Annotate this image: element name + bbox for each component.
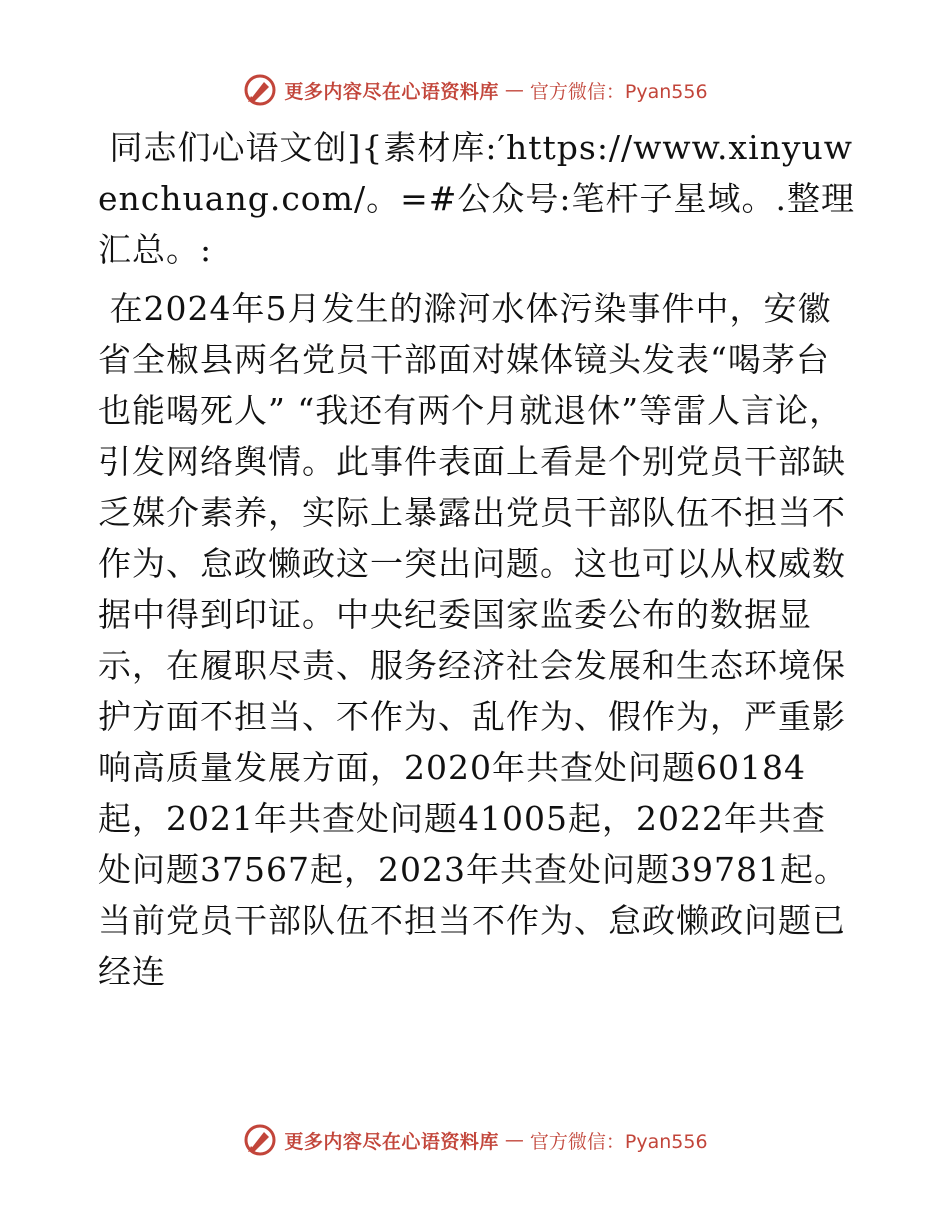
header-banner: [0, 70, 950, 110]
document-body: [98, 122, 858, 997]
footer-banner-separator: —: [504, 1129, 524, 1151]
pen-nib-logo-icon: [242, 72, 278, 108]
footer-banner-text: 更多内容尽在心语资料库: [284, 1130, 499, 1153]
header-banner-separator: —: [504, 79, 524, 101]
intro-paragraph: 同志们心语文创]{素材库:′https://www.xinyuwenchuang.com/。=#公众号:笔杆子星域。.整理汇总。:: [98, 128, 855, 269]
main-paragraph: 在2024年5月发生的滁河水体污染事件中，安徽省全椒县两名党员干部面对媒体镜头发表“喝茅台也能喝死人” “我还有两个月就退休”等雷人言论，引发网络舆情。此事件表面上看是个别党员干部缺乏媒介素养，实际上暴露出党员干部队伍不担当不作为、怠政懒政这一突出问题。这也可以从权威数据中得到印证。中央纪委国家监委公布的数据显示，在履职尽责、服务经济社会发展和生态环境保护方面不担当、不作为、乱作为、假作为，严重影响高质量发展方面，2020年共查处问题60184起，2021年共查处问题41005起，2022年共查处问题37567起，2023年共查处问题39781起。当前党员干部队伍不担当不作为、怠政懒政问题已经连: [98, 289, 848, 991]
footer-banner-contact: 官方微信：Pyan556: [529, 1130, 708, 1153]
pen-nib-logo-icon: [242, 1122, 278, 1158]
header-banner-contact: 官方微信：Pyan556: [529, 80, 708, 103]
footer-banner: [0, 1120, 950, 1160]
header-banner-text: 更多内容尽在心语资料库: [284, 80, 499, 103]
